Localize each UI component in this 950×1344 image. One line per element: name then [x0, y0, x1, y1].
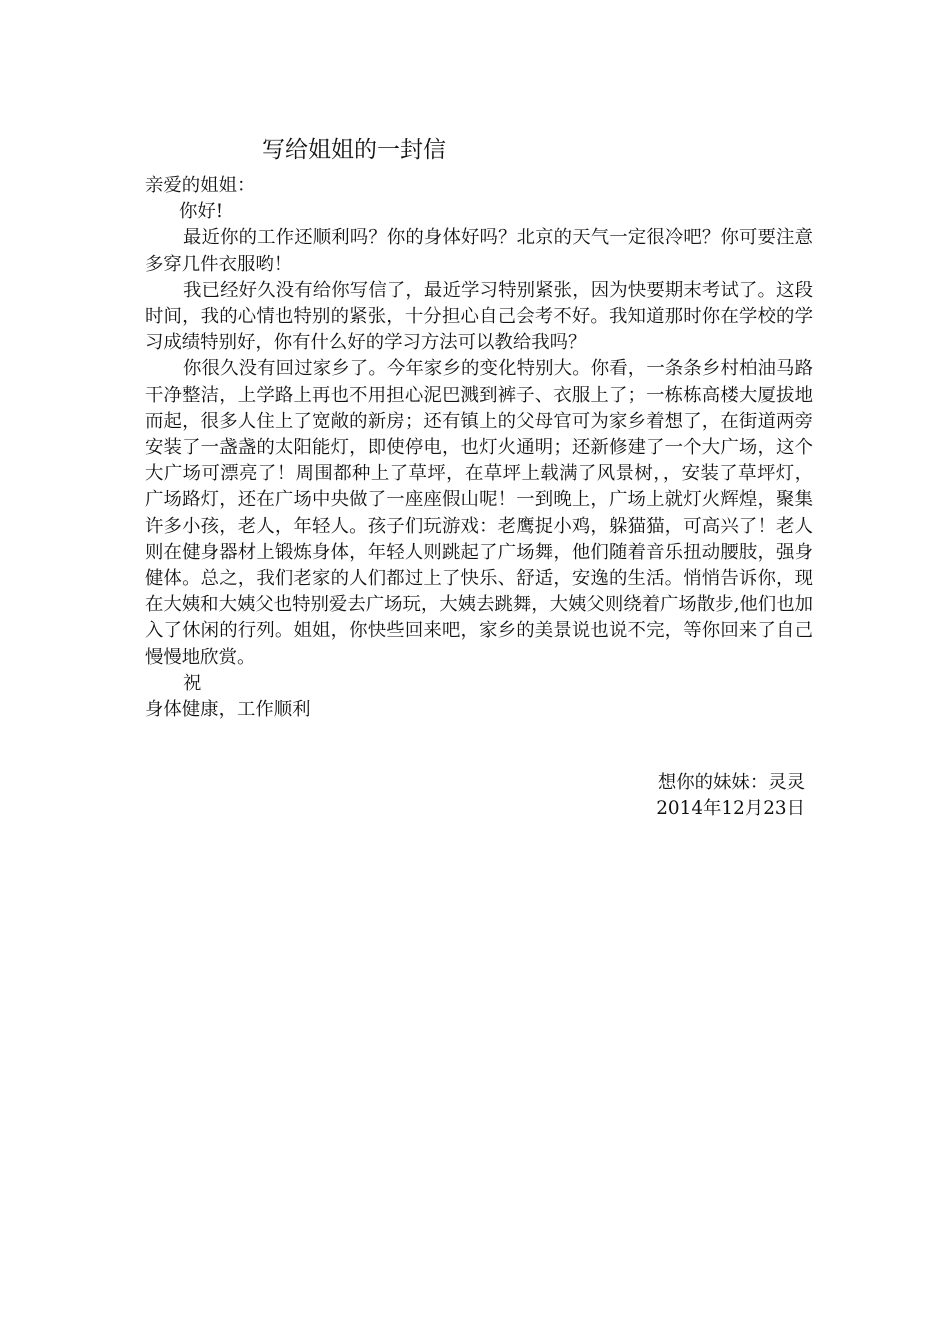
salutation: 亲爱的姐姐：: [145, 175, 256, 196]
paragraph-3: 你很久没有回过家乡了。今年家乡的变化特别大。你看，一条条乡村柏油马路干净整洁，上学路上再也不用担心泥巴溅到裤子、衣服上了；一栋栋高楼大厦拔地而起，很多人住上了宽敞的新房；还有镇上的父母官可为家乡着想了，在街道两旁安装了一盏盏的太阳能灯，即使停电，也灯火通明；还新修建了一个大广场，这个大广场可漂亮了！周围都种上了草坪，在草坪上载满了风景树，，安装了草坪灯，广场路灯，还在广场中央做了一座座假山呢！一到晚上，广场上就灯火辉煌，聚集许多小孩，老人，年轻人。孩子们玩游戏：老鹰捉小鸡，躲猫猫，可高兴了！老人则在健身器材上锻炼身体，年轻人则跳起了广场舞，他们随着音乐扭动腰肢，强身健体。总之，我们老家的人们都过上了快乐、舒适，安逸的生活。悄悄告诉你，现在大姨和大姨父也特别爱去广场玩，大姨去跳舞，大姨父则绕着广场散步,他们也加入了休闲的行列。姐姐，你快些回来吧，家乡的美景说也说不完，等你回来了自己慢慢地欣赏。: [145, 358, 813, 668]
closing-wish: 祝: [183, 672, 202, 694]
paragraph-1: 最近你的工作还顺利吗？你的身体好吗？北京的天气一定很冷吧？你可要注意多穿几件衣服哟！: [145, 227, 813, 275]
signature: 想你的妹妹：灵灵: [657, 772, 805, 793]
paragraph-2: 我已经好久没有给你写信了，最近学习特别紧张，因为快要期末考试了。这段时间，我的心情也特别的紧张，十分担心自己会考不好。我知道那时你在学校的学习成绩特别好，你有什么好的学习方法可以教给我吗？: [145, 279, 813, 354]
greeting: 你好!: [179, 201, 224, 223]
closing-blessing: 身体健康，工作顺利: [145, 699, 311, 721]
letter-title: 写给姐姐的一封信: [262, 137, 446, 163]
letter-date: 2014年12月23日: [656, 798, 805, 820]
letter-body: [145, 173, 813, 723]
signature-block: [560, 770, 805, 822]
